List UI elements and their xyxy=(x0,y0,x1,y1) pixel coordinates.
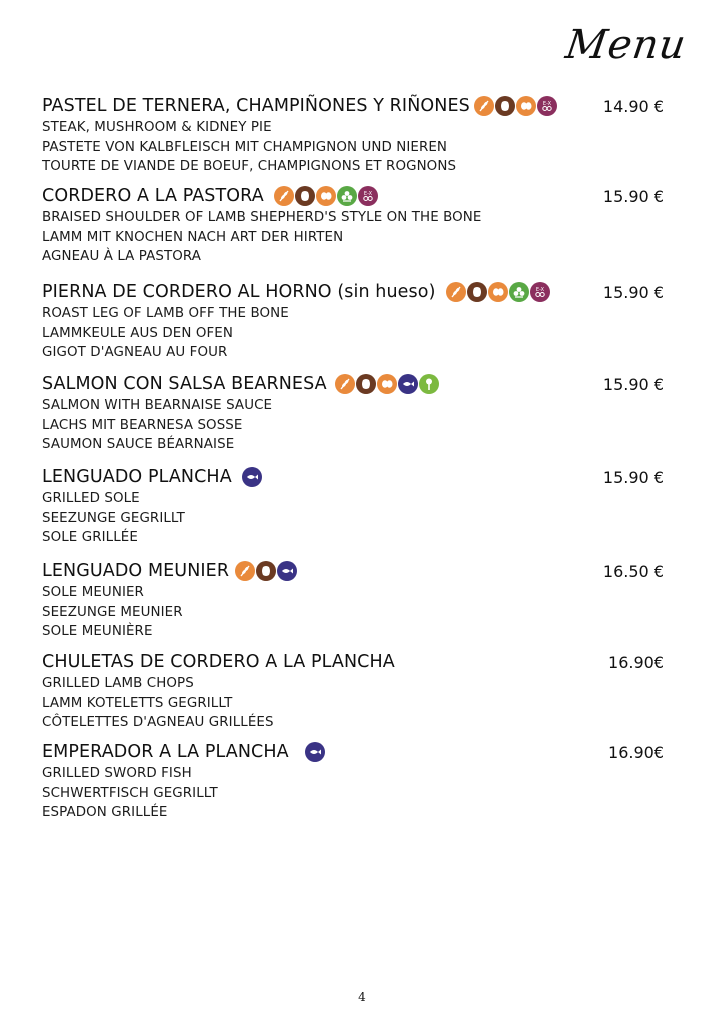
menu-item xyxy=(42,650,664,733)
menu-item-header xyxy=(42,740,664,764)
dish-price: 15.90 € xyxy=(602,375,664,394)
allergen-icons xyxy=(305,742,325,762)
dish-price: 15.90 € xyxy=(602,187,664,206)
dish-price: 16.90€ xyxy=(608,653,664,672)
menu-item xyxy=(42,184,664,267)
fish-icon xyxy=(277,561,297,581)
molluscs-icon xyxy=(356,374,376,394)
gluten-icon xyxy=(235,561,255,581)
menu-item xyxy=(42,740,664,823)
dish-description: STEAK, MUSHROOM & KIDNEY PIE xyxy=(42,120,272,135)
fish-icon xyxy=(398,374,418,394)
dish-description: SEEZUNGE GEGRILLT xyxy=(42,510,185,526)
svg-text:E-X: E-X xyxy=(535,287,544,293)
dish-description: BRAISED SHOULDER OF LAMB SHEPHERD'S STYLE ON THE BONE xyxy=(42,210,482,225)
dish-description: LAMM KOTELETTS GEGRILLT xyxy=(42,695,233,711)
dish-price: 15.90 € xyxy=(602,468,664,487)
eggs-icon xyxy=(377,374,397,394)
dish-price: 16.90€ xyxy=(608,743,664,762)
allergen-icons xyxy=(235,561,297,581)
celery-icon xyxy=(509,282,529,302)
gluten-icon xyxy=(474,96,494,116)
dish-description: SOLE GRILLÉE xyxy=(42,530,138,545)
allergen-icons xyxy=(474,96,557,116)
molluscs-icon xyxy=(295,186,315,206)
molluscs-icon xyxy=(495,96,515,116)
fish-icon xyxy=(242,467,262,487)
dish-description: ESPADON GRILLÉE xyxy=(42,805,168,820)
dish-title: CHULETAS DE CORDERO A LA PLANCHA xyxy=(42,652,395,672)
dish-description: CÔTELETTES D'AGNEAU GRILLÉES xyxy=(42,715,274,730)
dish-price: 14.90 € xyxy=(602,97,664,116)
eggs-icon xyxy=(488,282,508,302)
page-number: 4 xyxy=(358,990,366,1004)
menu-item-header xyxy=(42,94,664,118)
dish-description: LAMM MIT KNOCHEN NACH ART DER HIRTEN xyxy=(42,229,344,245)
dish-title: LENGUADO PLANCHA xyxy=(42,467,232,487)
dish-description: GRILLED LAMB CHOPS xyxy=(42,676,194,691)
dish-price: 16.50 € xyxy=(602,562,664,581)
gluten-icon xyxy=(446,282,466,302)
dish-description: LACHS MIT BEARNESA SOSSE xyxy=(42,417,243,433)
eggs-icon xyxy=(516,96,536,116)
molluscs-icon xyxy=(256,561,276,581)
dish-description: AGNEAU À LA PASTORA xyxy=(42,249,202,264)
dish-title: PASTEL DE TERNERA, CHAMPIÑONES Y RIÑONES xyxy=(42,96,470,116)
dish-description: PASTETE VON KALBFLEISCH MIT CHAMPIGNON UND NIEREN xyxy=(42,139,448,155)
dish-description: SOLE MEUNIÈRE xyxy=(42,624,153,639)
gluten-icon xyxy=(274,186,294,206)
dish-title: CORDERO A LA PASTORA xyxy=(42,186,264,206)
dish-title: PIERNA DE CORDERO AL HORNO (sin hueso) xyxy=(42,282,436,302)
menu-item-header xyxy=(42,184,664,208)
menu-item-header xyxy=(42,372,664,396)
dish-description: TOURTE DE VIANDE DE BOEUF, CHAMPIGNONS ET ROGNONS xyxy=(42,159,457,174)
mustard-icon xyxy=(419,374,439,394)
svg-text:E-X: E-X xyxy=(542,101,551,107)
menu-item-header xyxy=(42,559,664,583)
fish-icon xyxy=(305,742,325,762)
dish-description: SOLE MEUNIER xyxy=(42,585,144,600)
allergen-icons xyxy=(335,374,439,394)
page-title: Menu xyxy=(562,22,690,68)
dish-description: GRILLED SWORD FISH xyxy=(42,766,192,781)
menu-item xyxy=(42,465,664,548)
allergen-icons xyxy=(446,282,550,302)
dish-price: 15.90 € xyxy=(602,283,664,302)
sulphites-icon xyxy=(358,186,378,206)
dish-description: SAUMON SAUCE BÉARNAISE xyxy=(42,437,235,452)
sulphites-icon xyxy=(537,96,557,116)
dish-title: EMPERADOR A LA PLANCHA xyxy=(42,742,289,762)
celery-icon xyxy=(337,186,357,206)
dish-description: GRILLED SOLE xyxy=(42,491,140,506)
svg-text:E-X: E-X xyxy=(363,191,372,197)
menu-item xyxy=(42,372,664,455)
menu-item-header xyxy=(42,465,664,489)
dish-description: ROAST LEG OF LAMB OFF THE BONE xyxy=(42,306,289,321)
sulphites-icon xyxy=(530,282,550,302)
dish-description: SCHWERTFISCH GEGRILLT xyxy=(42,785,218,801)
molluscs-icon xyxy=(467,282,487,302)
dish-description: LAMMKEULE AUS DEN OFEN xyxy=(42,325,233,341)
dish-description: GIGOT D'AGNEAU AU FOUR xyxy=(42,345,228,360)
menu-item xyxy=(42,280,664,363)
dish-title: SALMON CON SALSA BEARNESA xyxy=(42,374,327,394)
eggs-icon xyxy=(316,186,336,206)
dish-description: SEEZUNGE MEUNIER xyxy=(42,604,183,620)
gluten-icon xyxy=(335,374,355,394)
menu-item xyxy=(42,94,664,177)
dish-title: LENGUADO MEUNIER xyxy=(42,561,230,581)
dish-description: SALMON WITH BEARNAISE SAUCE xyxy=(42,398,273,413)
menu-item-header xyxy=(42,280,664,304)
allergen-icons xyxy=(274,186,378,206)
menu-item xyxy=(42,559,664,642)
allergen-icons xyxy=(242,467,262,487)
menu-item-header xyxy=(42,650,664,674)
